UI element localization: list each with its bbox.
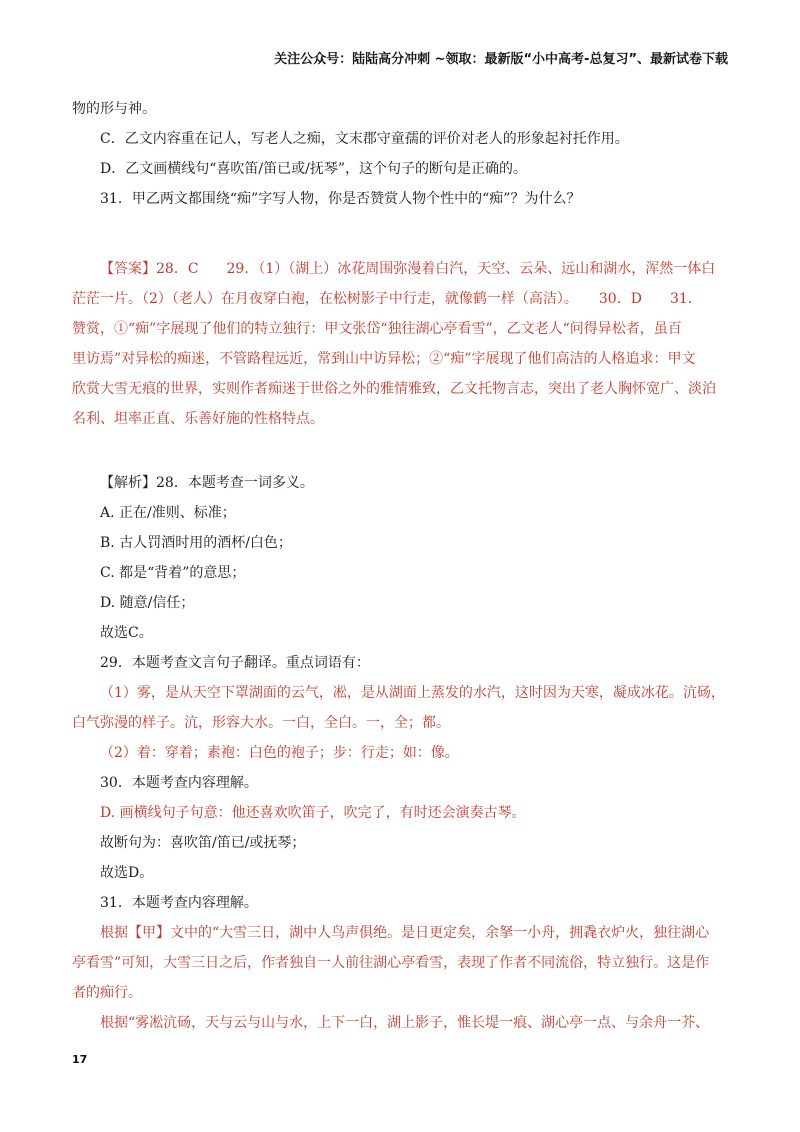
question-line: 31．甲乙两文都围绕“痴”字写人物，你是否赞赏人物个性中的“痴”？为什么？ <box>100 191 581 207</box>
analysis-line: （1）雾，是从天空下罩湖面的云气，凇，是从湖面上蒸发的水汽，这时因为天寒，凝成冰花。沆砀， <box>100 685 725 701</box>
analysis-line: 根据【甲】文中的“大雪三日，湖中人鸟声俱绝。是日更定矣，余拏一小舟，拥毳衣炉火，独往湖心 <box>100 925 710 941</box>
answer-line: 茫茫一片。（2）（老人）在月夜穿白袍，在松树影子中行走，就像鹤一样（高洁）。 30．D 31． <box>72 291 702 307</box>
analysis-line: 30．本题考查内容理解。 <box>100 775 258 791</box>
question-block <box>72 94 727 214</box>
question-line: D．乙文画横线句“喜吹笛/笛已或/抚琴”，这个句子的断句是正确的。 <box>100 161 527 177</box>
analysis-line: 者的痴行。 <box>72 985 142 1001</box>
page-header: 关注公众号：陆陆高分冲刺 ~领取：最新版“小中高考-总复习”、最新试卷下载 <box>274 52 728 67</box>
answer-line: 【答案】28．C 29．（1）（湖上）冰花周围弥漫着白汽，天空、云朵、远山和湖水，浑然一体白 <box>100 261 716 277</box>
analysis-line: 31．本题考查内容理解。 <box>100 895 258 911</box>
analysis-line: D. 随意/信任； <box>100 595 195 611</box>
answer-line: 欣赏大雪无痕的世界，实则作者痴迷于世俗之外的雅情雅致，乙文托物言志，突出了老人胸怀宽广、淡泊 <box>72 381 716 397</box>
analysis-line: 亭看雪”可知，大雪三日之后，作者独自一人前往湖心亭看雪，表现了作者不同流俗，特立独行。这是作 <box>72 955 710 971</box>
analysis-line: 故断句为：喜吹笛/笛已/或抚琴； <box>100 835 306 851</box>
question-line: 物的形与神。 <box>72 101 156 117</box>
analysis-line: 故选C。 <box>100 625 153 641</box>
analysis-line: 【解析】28．本题考查一词多义。 <box>100 475 314 491</box>
answer-line: 名利、坦率正直、乐善好施的性格特点。 <box>72 411 324 427</box>
analysis-line: C. 都是“背着”的意思； <box>100 565 246 581</box>
spacer <box>72 434 727 468</box>
analysis-line: 白气弥漫的样子。沆，形容大水。一白，全白。一，全；都。 <box>72 715 450 731</box>
question-line: C．乙文内容重在记人，写老人之痴，文末郡守童孺的评价对老人的形象起衬托作用。 <box>100 131 629 147</box>
analysis-line: 根据“雾凇沆砀，天与云与山与水，上下一白，湖上影子，惟长堤一痕、湖心亭一点、与余舟一芥、 <box>100 1015 710 1031</box>
analysis-line: 故选D。 <box>100 865 154 881</box>
spacer <box>72 214 727 254</box>
analysis-line: 29．本题考查文言句子翻译。重点词语有： <box>100 655 370 671</box>
answer-block <box>72 254 727 434</box>
page-content <box>72 94 727 1038</box>
analysis-line: D. 画横线句子句意：他还喜欢吹笛子，吹完了，有时还会演奏古琴。 <box>100 805 526 821</box>
answer-line: 里访焉”对异松的痴迷，不管路程远近，常到山中访异松；②“痴”字展现了他们高洁的人格追求：甲文 <box>72 351 696 367</box>
analysis-line: A. 正在/准则、标准； <box>100 505 236 521</box>
analysis-block <box>72 468 727 1038</box>
page-number: 17 <box>72 1053 88 1066</box>
analysis-line: B. 古人罚酒时用的酒杯/白色； <box>100 535 292 551</box>
analysis-line: （2）着：穿着；素袍：白色的袍子；步：行走；如：像。 <box>100 745 459 761</box>
answer-line: 赞赏，①“痴”字展现了他们的特立独行：甲文张岱“独往湖心亭看雪”，乙文老人“问得异松者，虽百 <box>72 321 682 337</box>
